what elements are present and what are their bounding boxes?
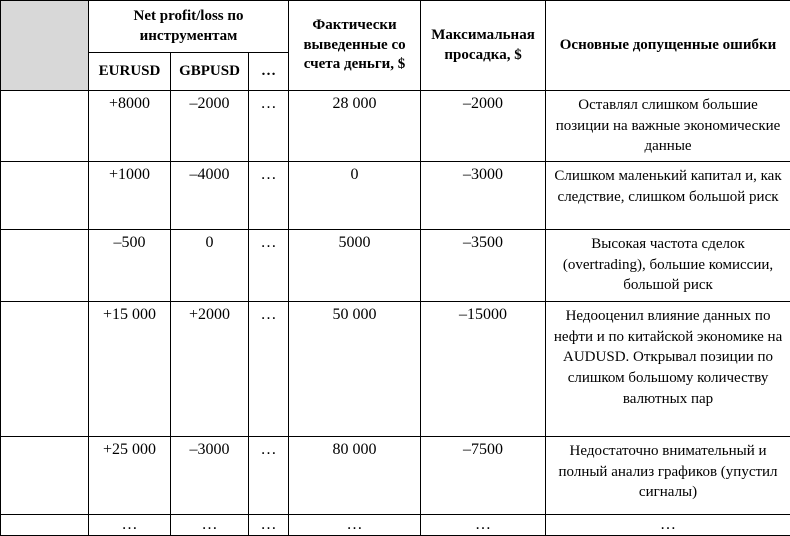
cell-eurusd: –500 xyxy=(89,230,171,302)
cell-other: … xyxy=(249,91,289,162)
cell-errors: Высокая частота сделок (overtrading), большие комиссии, большой риск xyxy=(546,230,790,302)
cell-other: … xyxy=(249,515,289,536)
table-row xyxy=(1,91,790,162)
cell-withdrawn: 80 000 xyxy=(289,437,421,515)
cell-errors: … xyxy=(546,515,790,536)
table-row xyxy=(1,515,790,536)
cell-drawdown: –7500 xyxy=(421,437,546,515)
header-instrument-eurusd: EURUSD xyxy=(89,53,171,91)
row-label-cell xyxy=(1,162,89,230)
header-errors: Основные допущенные ошибки xyxy=(546,1,790,91)
cell-drawdown: –2000 xyxy=(421,91,546,162)
header-instrument-gbpusd: GBPUSD xyxy=(171,53,249,91)
table-row xyxy=(1,230,790,302)
cell-eurusd: +15 000 xyxy=(89,302,171,437)
cell-errors: Недостаточно внимательный и полный анализ графиков (упустил сигналы) xyxy=(546,437,790,515)
cell-errors: Недооценил влияние данных по нефти и по китайской экономике на AUDUSD. Открывал позиции по слишком большому количеству валютных пар xyxy=(546,302,790,437)
cell-withdrawn: 5000 xyxy=(289,230,421,302)
cell-drawdown: –15000 xyxy=(421,302,546,437)
cell-drawdown: –3500 xyxy=(421,230,546,302)
cell-eurusd: … xyxy=(89,515,171,536)
table-row xyxy=(1,302,790,437)
header-group-row xyxy=(1,1,790,53)
cell-eurusd: +25 000 xyxy=(89,437,171,515)
row-label-cell xyxy=(1,437,89,515)
corner-cell xyxy=(1,1,89,91)
cell-withdrawn: 50 000 xyxy=(289,302,421,437)
header-withdrawn: Фактически выведенные со счета деньги, $ xyxy=(289,1,421,91)
table-row xyxy=(1,162,790,230)
row-label-cell xyxy=(1,515,89,536)
cell-withdrawn: 28 000 xyxy=(289,91,421,162)
cell-gbpusd: –3000 xyxy=(171,437,249,515)
cell-errors: Слишком маленький капитал и, как следствие, слишком большой риск xyxy=(546,162,790,230)
cell-drawdown: –3000 xyxy=(421,162,546,230)
cell-drawdown: … xyxy=(421,515,546,536)
cell-gbpusd: –2000 xyxy=(171,91,249,162)
header-net-profit-group: Net profit/loss по инструментам xyxy=(89,1,289,53)
cell-eurusd: +8000 xyxy=(89,91,171,162)
cell-eurusd: +1000 xyxy=(89,162,171,230)
cell-gbpusd: +2000 xyxy=(171,302,249,437)
cell-other: … xyxy=(249,162,289,230)
cell-errors: Оставлял слишком большие позиции на важные экономические данные xyxy=(546,91,790,162)
header-drawdown: Максимальная просадка, $ xyxy=(421,1,546,91)
cell-other: … xyxy=(249,302,289,437)
row-label-cell xyxy=(1,230,89,302)
cell-withdrawn: 0 xyxy=(289,162,421,230)
cell-withdrawn: … xyxy=(289,515,421,536)
row-label-cell xyxy=(1,91,89,162)
header-instrument-other: … xyxy=(249,53,289,91)
table-row xyxy=(1,437,790,515)
cell-gbpusd: 0 xyxy=(171,230,249,302)
cell-other: … xyxy=(249,230,289,302)
row-label-cell xyxy=(1,302,89,437)
cell-gbpusd: … xyxy=(171,515,249,536)
cell-gbpusd: –4000 xyxy=(171,162,249,230)
cell-other: … xyxy=(249,437,289,515)
